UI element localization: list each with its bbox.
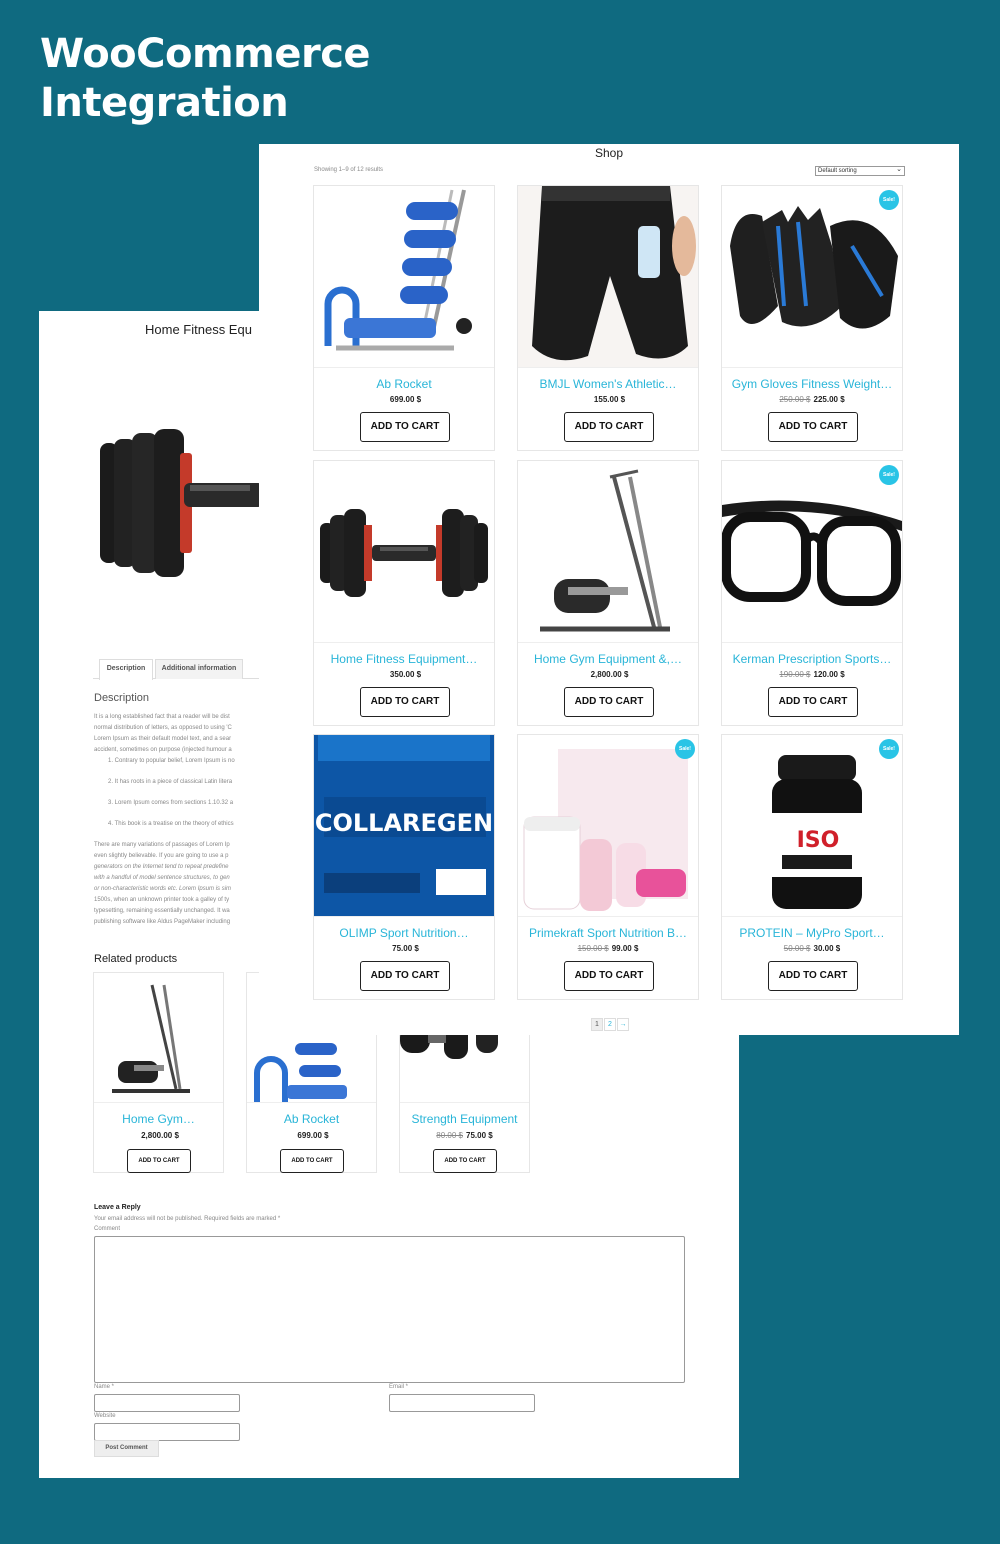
product-old-price: 150.00 $ [577, 944, 609, 953]
product-name[interactable]: Gym Gloves Fitness Weight… [731, 377, 893, 391]
add-to-cart-button[interactable]: ADD TO CART [360, 412, 450, 442]
product-tabs [93, 657, 261, 679]
product-current-price: 225.00 $ [813, 395, 845, 404]
related-product-name[interactable]: Strength Equipment [411, 1112, 518, 1126]
product-name[interactable]: Ab Rocket [376, 377, 432, 391]
product-name[interactable]: Home Gym Equipment &,… [533, 652, 683, 666]
product-card[interactable] [517, 460, 699, 726]
post-comment-button[interactable]: Post Comment [94, 1440, 159, 1457]
description-list-item: 1. Contrary to popular belief, Lorem Ipsum is no [108, 758, 235, 764]
sale-badge: Sale! [879, 739, 899, 759]
description-line: typesetting, remaining essentially unchanged. It wa [94, 908, 230, 914]
related-product-price [400, 1131, 529, 1140]
product-current-price: 699.00 $ [389, 395, 422, 404]
product-name[interactable]: OLIMP Sport Nutrition… [339, 926, 469, 940]
sale-badge: Sale! [675, 739, 695, 759]
product-price [722, 944, 902, 953]
headline-line-2: Integration [40, 80, 289, 126]
sports-glasses-image[interactable] [722, 461, 902, 643]
description-line: or non-characteristic words etc. Lorem Ipsum is sim [94, 886, 232, 892]
related-old-price: 80.00 $ [436, 1131, 463, 1140]
website-label: Website [94, 1413, 116, 1419]
product-price [722, 670, 902, 679]
product-price [518, 944, 698, 953]
elliptical-trainer-image[interactable] [518, 461, 698, 643]
related-product-name[interactable]: Home Gym… [122, 1112, 195, 1126]
name-label: Name * [94, 1384, 115, 1390]
product-name[interactable]: Primekraft Sport Nutrition B… [528, 926, 688, 940]
product-price [722, 395, 902, 404]
elliptical-trainer-image[interactable] [94, 973, 223, 1103]
add-to-cart-button[interactable]: ADD TO CART [768, 687, 858, 717]
description-line: There are many variations of passages of Lorem Ip [94, 842, 230, 848]
product-name[interactable]: BMJL Women's Athletic… [539, 377, 677, 391]
description-line: with a handful of model sentence structures, to gen [94, 875, 230, 881]
product-old-price: 190.00 $ [779, 670, 811, 679]
product-name[interactable]: Kerman Prescription Sports… [732, 652, 892, 666]
description-line: publishing software like Aldus PageMaker including [94, 919, 231, 925]
product-card[interactable] [721, 185, 903, 451]
add-to-cart-button[interactable]: ADD TO CART [360, 961, 450, 991]
product-current-price: 350.00 $ [389, 670, 422, 679]
description-line: It is a long established fact that a reader will be dist [94, 714, 230, 720]
product-card[interactable] [517, 734, 699, 1000]
protein-jar-image[interactable] [722, 735, 902, 917]
product-current-price: 155.00 $ [593, 395, 626, 404]
related-add-to-cart-button[interactable]: ADD TO CART [433, 1149, 497, 1173]
related-current-price: 699.00 $ [297, 1131, 329, 1140]
result-count: Showing 1–9 of 12 results [314, 167, 384, 173]
product-card[interactable] [313, 185, 495, 451]
product-old-price: 50.00 $ [783, 944, 811, 953]
product-current-price: 99.00 $ [611, 944, 639, 953]
product-card[interactable] [313, 734, 495, 1000]
headline-line-1: WooCommerce [40, 31, 371, 77]
ab-rocket-image[interactable] [314, 186, 494, 368]
comment-label: Comment [94, 1226, 121, 1232]
add-to-cart-button[interactable]: ADD TO CART [564, 961, 654, 991]
related-product-name[interactable]: Ab Rocket [283, 1112, 340, 1126]
add-to-cart-button[interactable]: ADD TO CART [360, 687, 450, 717]
email-field[interactable] [389, 1394, 535, 1412]
description-heading: Description [94, 692, 150, 704]
description-line: even slightly believable. If you are going to use a p [94, 853, 229, 859]
tab-description[interactable]: Description [99, 659, 153, 680]
product-price [314, 944, 494, 953]
comment-textarea[interactable] [94, 1236, 685, 1383]
related-product-price [247, 1131, 376, 1140]
related-add-to-cart-button[interactable]: ADD TO CART [280, 1149, 344, 1173]
product-current-price: 75.00 $ [392, 944, 419, 953]
product-main-image[interactable] [94, 363, 259, 641]
related-current-price: 75.00 $ [466, 1131, 493, 1140]
add-to-cart-button[interactable]: ADD TO CART [768, 412, 858, 442]
sale-badge: Sale! [879, 190, 899, 210]
next-page-arrow-icon[interactable]: → [617, 1018, 629, 1031]
description-line: 1500s, when an unknown printer took a galley of ty [94, 897, 230, 903]
description-list-item: 2. It has roots in a piece of classical Latin litera [108, 779, 233, 785]
product-price [518, 395, 698, 404]
product-old-price: 250.00 $ [779, 395, 811, 404]
headline [40, 30, 370, 128]
reply-note: Your email address will not be published. Required fields are marked * [94, 1216, 281, 1222]
description-list-item: 4. This book is a treatise on the theory of ethics [108, 821, 234, 827]
description-body [94, 712, 259, 934]
sale-badge: Sale! [879, 465, 899, 485]
pagination [591, 1018, 629, 1031]
tab-additional-information[interactable]: Additional information [155, 659, 243, 679]
gloves-image[interactable] [722, 186, 902, 368]
add-to-cart-button[interactable]: ADD TO CART [768, 961, 858, 991]
shorts-image[interactable] [518, 186, 698, 368]
shop-title: Shop [594, 146, 624, 160]
website-field[interactable] [94, 1423, 240, 1441]
related-current-price: 2,800.00 $ [141, 1131, 179, 1140]
svg-text:COLLAREGEN: COLLAREGEN [314, 809, 494, 837]
description-line: generators on the Internet tend to repeat predefine [94, 864, 229, 870]
related-products-heading: Related products [94, 953, 178, 965]
svg-text:ISO: ISO [796, 828, 840, 853]
product-name[interactable]: Home Fitness Equipment… [330, 652, 478, 666]
description-list-item: 3. Lorem Ipsum comes from sections 1.10.32 a [108, 800, 234, 806]
chevron-down-icon: ⌄ [896, 166, 902, 173]
product-current-price: 30.00 $ [813, 944, 841, 953]
product-current-price: 2,800.00 $ [590, 670, 629, 679]
shop-page-panel [259, 144, 959, 1035]
add-to-cart-button[interactable]: ADD TO CART [564, 687, 654, 717]
product-price [518, 670, 698, 679]
supplement-box-image[interactable] [518, 735, 698, 917]
product-card[interactable] [721, 460, 903, 726]
product-card[interactable] [313, 460, 495, 726]
related-product-card[interactable] [93, 972, 224, 1173]
page-2[interactable]: 2 [604, 1018, 616, 1031]
product-name[interactable]: PROTEIN – MyPro Sport… [739, 926, 885, 940]
related-product-price [94, 1131, 223, 1140]
description-line: accident, sometimes on purpose (injected humour a [94, 747, 232, 753]
product-current-price: 120.00 $ [813, 670, 845, 679]
sort-select[interactable] [815, 166, 905, 176]
page-1[interactable]: 1 [591, 1018, 603, 1031]
dumbbell-image[interactable] [314, 461, 494, 643]
supplement-tub-image[interactable] [314, 735, 494, 917]
description-line: Lorem Ipsum as their default model text, and a sear [94, 736, 232, 742]
product-card[interactable] [721, 734, 903, 1000]
product-card[interactable] [517, 185, 699, 451]
product-price [314, 395, 494, 404]
product-title: Home Fitness Equ [145, 322, 252, 337]
related-add-to-cart-button[interactable]: ADD TO CART [127, 1149, 191, 1173]
add-to-cart-button[interactable]: ADD TO CART [564, 412, 654, 442]
name-field[interactable] [94, 1394, 240, 1412]
email-label: Email * [389, 1384, 409, 1390]
sort-value: Default sorting [818, 168, 857, 174]
product-price [314, 670, 494, 679]
description-line: normal distribution of letters, as opposed to using 'C [94, 725, 232, 731]
leave-reply-heading: Leave a Reply [94, 1204, 141, 1211]
